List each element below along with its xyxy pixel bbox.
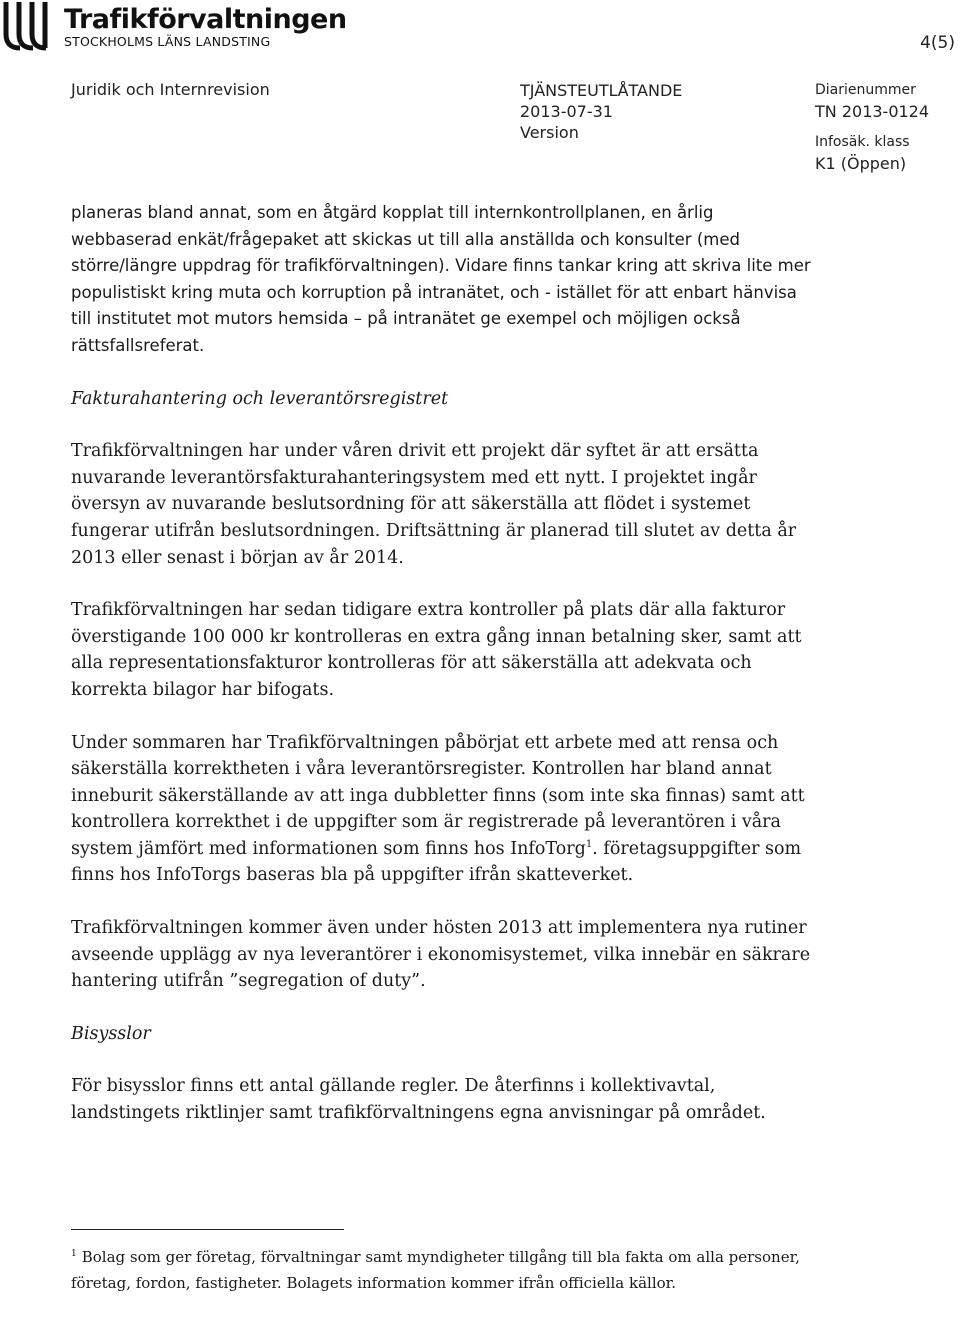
organization-logo	[0, 0, 347, 52]
footnote-divider	[71, 1229, 344, 1230]
org-name: Trafikförvaltningen	[64, 4, 347, 35]
footnote-reference[interactable]: 1	[585, 839, 593, 851]
document-body	[71, 200, 816, 1127]
classification-value: K1 (Öppen)	[815, 154, 907, 173]
body-paragraph	[71, 730, 816, 890]
body-text: Under sommaren har Trafikförvaltningen påbörjat ett arbete med att rensa och säkerställa korrektheten i våra leverantörsregister. Kontrollen har bland annat inneburit säkerställande av att inga dubbletter finns (som inte ska finnas) samt att kontrollera korrekthet i de uppgifter som är registrerade på leverantören i våra system jämfört med informationen som finns hos InfoTorg	[71, 732, 805, 859]
body-paragraph: planeras bland annat, som en åtgärd kopplat till internkontrollplanen, en årlig webbaserad enkät/frågepaket att skickas ut till alla anställda och konsulter (med större/längre uppdrag för trafikförvaltningen). Vidare finns tankar kring att skriva lite mer populistiskt kring muta och korruption på intranätet, och - istället för att enbart hänvisa till institutet mot mutors hemsida – på intranätet ge exempel och möjligen också rättsfallsreferat.	[71, 203, 811, 355]
body-text: . företagsuppgifter som finns hos InfoTorgs baseras bla på uppgifter ifrån skatteverket.	[71, 838, 802, 886]
body-paragraph: För bisysslor finns ett antal gällande regler. De återfinns i kollektivavtal, landstingets riktlinjer samt trafikförvaltningens egna anvisningar på området.	[71, 1076, 766, 1124]
org-subtitle: STOCKHOLMS LÄNS LANDSTING	[64, 34, 271, 49]
body-paragraph: Trafikförvaltningen har sedan tidigare extra kontroller på plats där alla fakturor överstigande 100 000 kr kontrolleras en extra gång innan betalning sker, samt att alla representationsfakturor kontrolleras för att säkerställa att adekvata och korrekta bilagor har bifogats.	[71, 600, 802, 700]
page-number: 4(5)	[920, 33, 955, 53]
footnote-text: Bolag som ger företag, förvaltningar samt myndigheter tillgång till bla fakta om alla personer, företag, fordon, fastigheter. Bolagets information kommer ifrån officiella källor.	[71, 1248, 800, 1292]
classification-label: Infosäk. klass	[815, 134, 910, 150]
document-info	[520, 80, 682, 143]
document-date: 2013-07-31	[520, 102, 613, 121]
footnote	[71, 1244, 801, 1296]
footnote-marker: 1	[71, 1249, 77, 1259]
version-label: Version	[520, 123, 579, 142]
department-label: Juridik och Internrevision	[71, 80, 270, 99]
sll-logo-icon	[0, 0, 58, 52]
body-paragraph: Trafikförvaltningen kommer även under hösten 2013 att implementera nya rutiner avseende upplägg av nya leverantörer i ekonomisystemet, vilka innebär en säkrare hantering utifrån ”segregation of duty”.	[71, 918, 811, 992]
document-type: TJÄNSTEUTLÅTANDE	[520, 81, 683, 100]
diary-number-label: Diarienummer	[815, 82, 916, 98]
section-heading: Fakturahantering och leverantörsregistret	[71, 388, 449, 409]
section-heading: Bisysslor	[71, 1023, 151, 1044]
body-paragraph: Trafikförvaltningen har under våren drivit ett projekt där syftet är att ersätta nuvarande leverantörsfakturahanteringsystem med ett nytt. I projektet ingår översyn av nuvarande beslutsordning för att säkerställa att flödet i systemet fungerar utifrån beslutsordningen. Driftsättning är planerad till slutet av detta år 2013 eller senast i början av år 2014.	[71, 441, 797, 568]
diary-number: TN 2013-0124	[815, 102, 930, 121]
diary-info	[815, 80, 929, 174]
